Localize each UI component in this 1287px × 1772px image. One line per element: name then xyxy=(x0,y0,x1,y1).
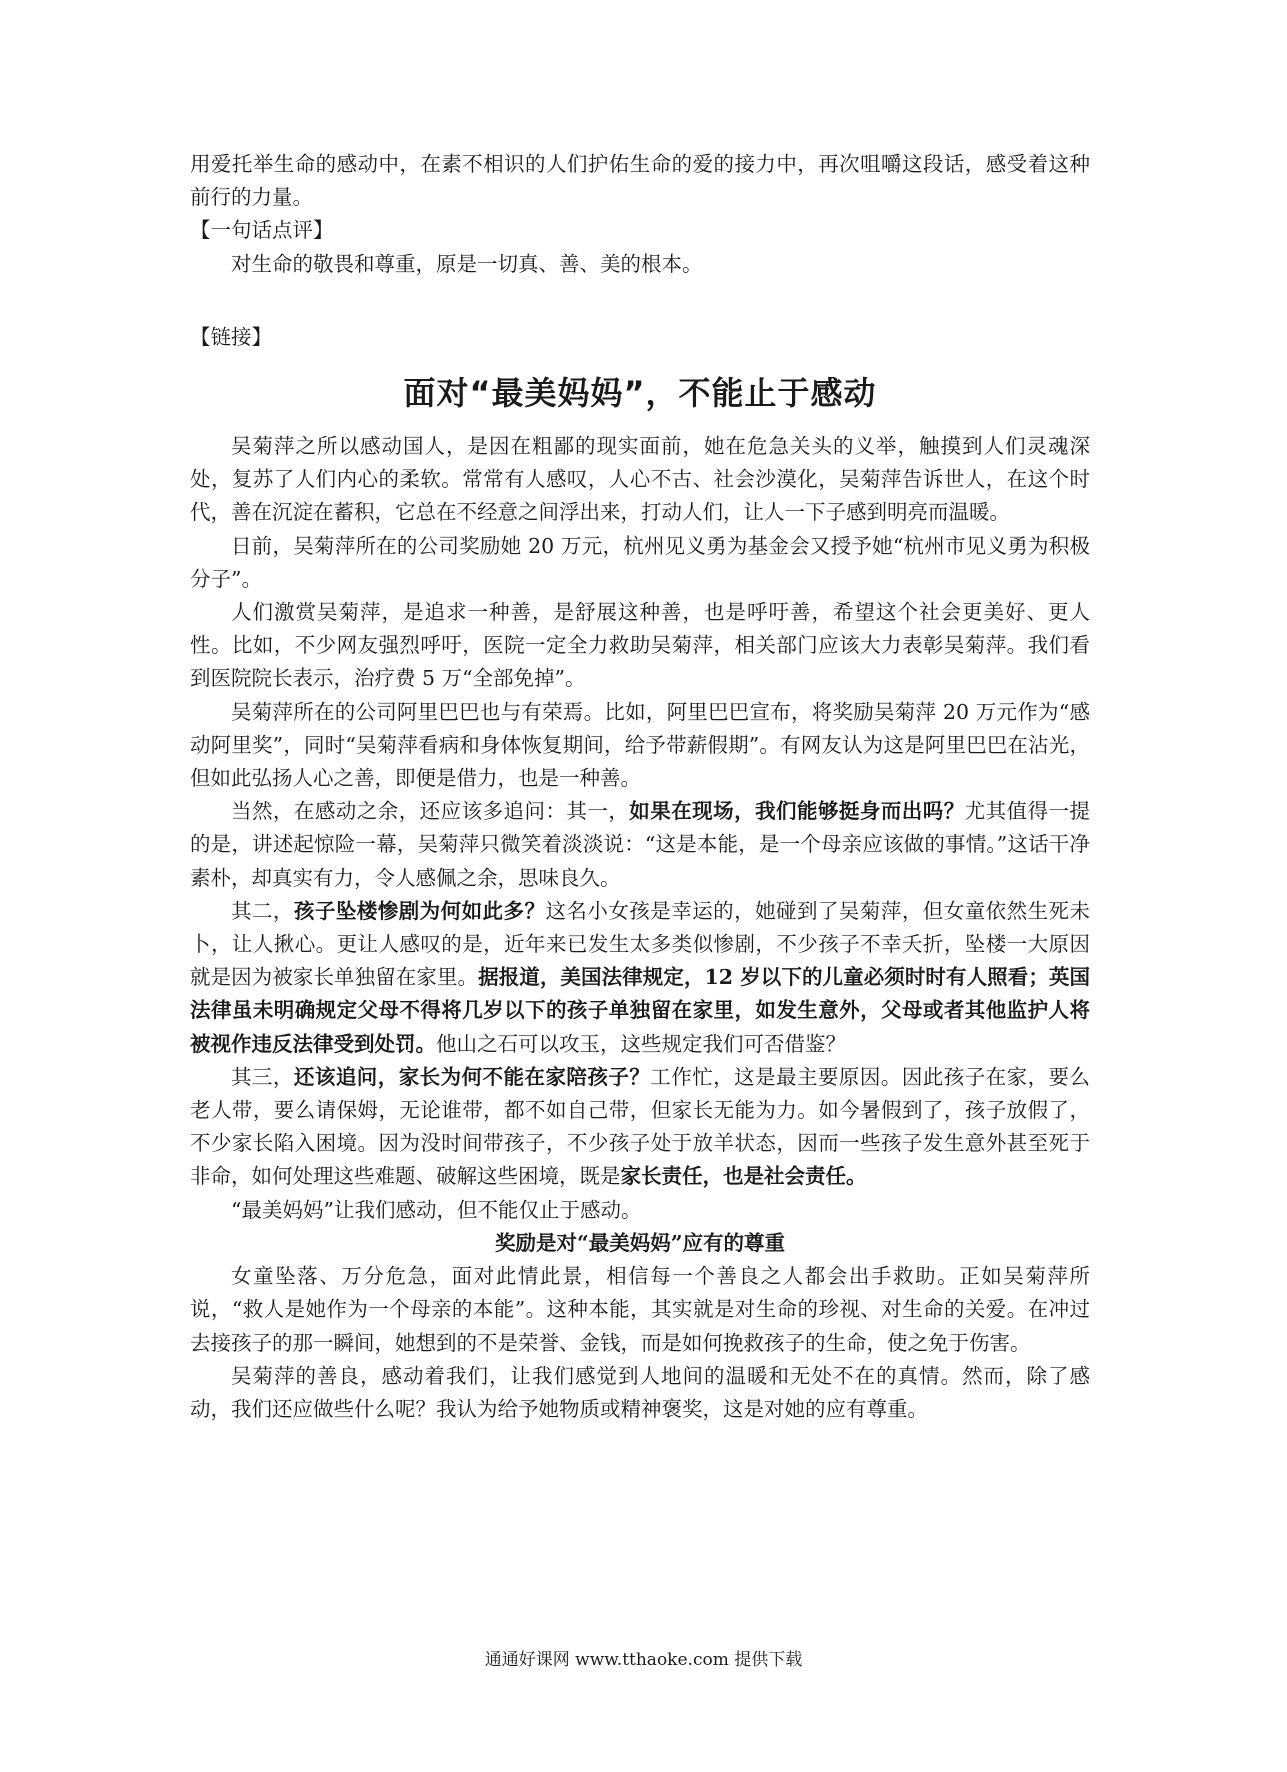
article-paragraph-5 xyxy=(190,795,1090,895)
article-paragraph-4: 吴菊萍所在的公司阿里巴巴也与有荣焉。比如，阿里巴巴宣布，将奖励吴菊萍 20 万元作为“感动阿里奖”，同时“吴菊萍看病和身体恢复期间，给予带薪假期”。有网友认为这是阿里巴巴在沾光，但如此弘扬人心之善，即便是借力，也是一种善。 xyxy=(190,699,1090,791)
comment-tag: 【一句话点评】 xyxy=(190,218,334,243)
paragraph-5-lead: 当然，在感动之余，还应该多追问：其一， xyxy=(231,799,630,824)
article-paragraph-3: 人们激赏吴菊萍，是追求一种善，是舒展这种善，也是呼吁善，希望这个社会更美好、更人性。比如，不少网友强烈呼吁，医院一定全力救助吴菊萍，相关部门应该大力表彰吴菊萍。我们看到医院院长表示，治疗费 5 万“全部免掉”。 xyxy=(190,600,1090,691)
paragraph-7-lead: 其三， xyxy=(231,1064,294,1089)
article-title: 面对“最美妈妈”，不能止于感动 xyxy=(403,374,877,413)
section-paragraph-2: 吴菊萍的善良，感动着我们，让我们感觉到人地间的温暖和无处不在的真情。然而，除了感动，我们还应做些什么呢？我认为给予她物质或精神褒奖，这是对她的应有尊重。 xyxy=(190,1363,1090,1421)
article-paragraph-1: 吴菊萍之所以感动国人，是因在粗鄙的现实面前，她在危急关头的义举，触摸到人们灵魂深处，复苏了人们内心的柔软。常常有人感叹，人心不古、社会沙漠化，吴菊萍告诉世人，在这个时代，善在沉淀在蓄积，它总在不经意之间浮出来，打动人们，让人一下子感到明亮而温暖。 xyxy=(190,434,1090,525)
paragraph-6-question: 孩子坠楼惨剧为何如此多？ xyxy=(293,898,546,923)
article-paragraph-8: “最美妈妈”让我们感动，但不能仅止于感动。 xyxy=(231,1197,642,1222)
paragraph-5-question: 如果在现场，我们能够挺身而出吗？ xyxy=(629,799,965,824)
paragraph-6-law-note: 据报道，美国法律规定，12 岁以下的儿童必须时时有人照看；英国法律虽未明确规定父母不得将几岁以下的孩子单独留在家里，如发生意外，父母或者其他监护人将被视作违反法律受到处罚。 xyxy=(190,965,1090,1056)
article-paragraph-2: 日前，吴菊萍所在的公司奖励她 20 万元，杭州见义勇为基金会又授予她“杭州市见义勇为积极分子”。 xyxy=(190,533,1090,591)
intro-continuation: 用爱托举生命的感动中，在素不相识的人们护佑生命的爱的接力中，再次咀嚼这段话，感受着这种前行的力量。 xyxy=(190,152,1090,210)
paragraph-6-body: 这名小女孩是幸运的，她碰到了吴菊萍，但女童依然生死未卜，让人揪心。更让人感叹的是，近年来已发生太多类似惨剧，不少孩子不幸夭折，坠楼一大原因就是因为被家长单独留在家里。 xyxy=(190,898,1091,990)
paragraph-6-lead: 其二， xyxy=(231,898,294,923)
paragraph-7-question: 还该追问，家长为何不能在家陪孩子？ xyxy=(293,1064,651,1089)
paragraph-7-conclusion: 家长责任，也是社会责任。 xyxy=(620,1164,867,1189)
paragraph-6-closing: 他山之石可以攻玉，这些规定我们可否借鉴？ xyxy=(436,1031,846,1056)
section-subtitle: 奖励是对“最美妈妈”应有的尊重 xyxy=(494,1230,786,1255)
document-page xyxy=(190,148,1090,1426)
link-tag: 【链接】 xyxy=(190,324,272,349)
article-paragraph-6 xyxy=(190,895,1090,1061)
article-paragraph-7 xyxy=(190,1061,1090,1194)
paragraph-7-body: 工作忙，这是最主要原因。因此孩子在家，要么老人带，要么请保姆，无论谁带，都不如自己带，但家长无能为力。如今暑假到了，孩子放假了，不少家长陷入困境。因为没时间带孩子，不少孩子处于放羊状态，因而一些孩子发生意外甚至死于非命，如何处理这些难题、破解这些困境，既是 xyxy=(190,1064,1091,1189)
page-footer: 通通好课网 www.tthaoke.com 提供下载 xyxy=(484,1650,803,1670)
paragraph-5-body: 尤其值得一提的是，讲述起惊险一幕，吴菊萍只微笑着淡淡说：“这是本能，是一个母亲应该做的事情。”这话干净素朴，却真实有力，令人感佩之余，思味良久。 xyxy=(190,799,1091,890)
spacer xyxy=(190,281,1090,321)
section-paragraph-1: 女童坠落、万分危急，面对此情此景，相信每一个善良之人都会出手救助。正如吴菊萍所说，“救人是她作为一个母亲的本能”。这种本能，其实就是对生命的珍视、对生命的关爱。在冲过去接孩子的那一瞬间，她想到的不是荣誉、金钱，而是如何挽救孩子的生命，使之免于伤害。 xyxy=(190,1264,1090,1355)
comment-text: 对生命的敬畏和尊重，原是一切真、善、美的根本。 xyxy=(231,251,703,276)
